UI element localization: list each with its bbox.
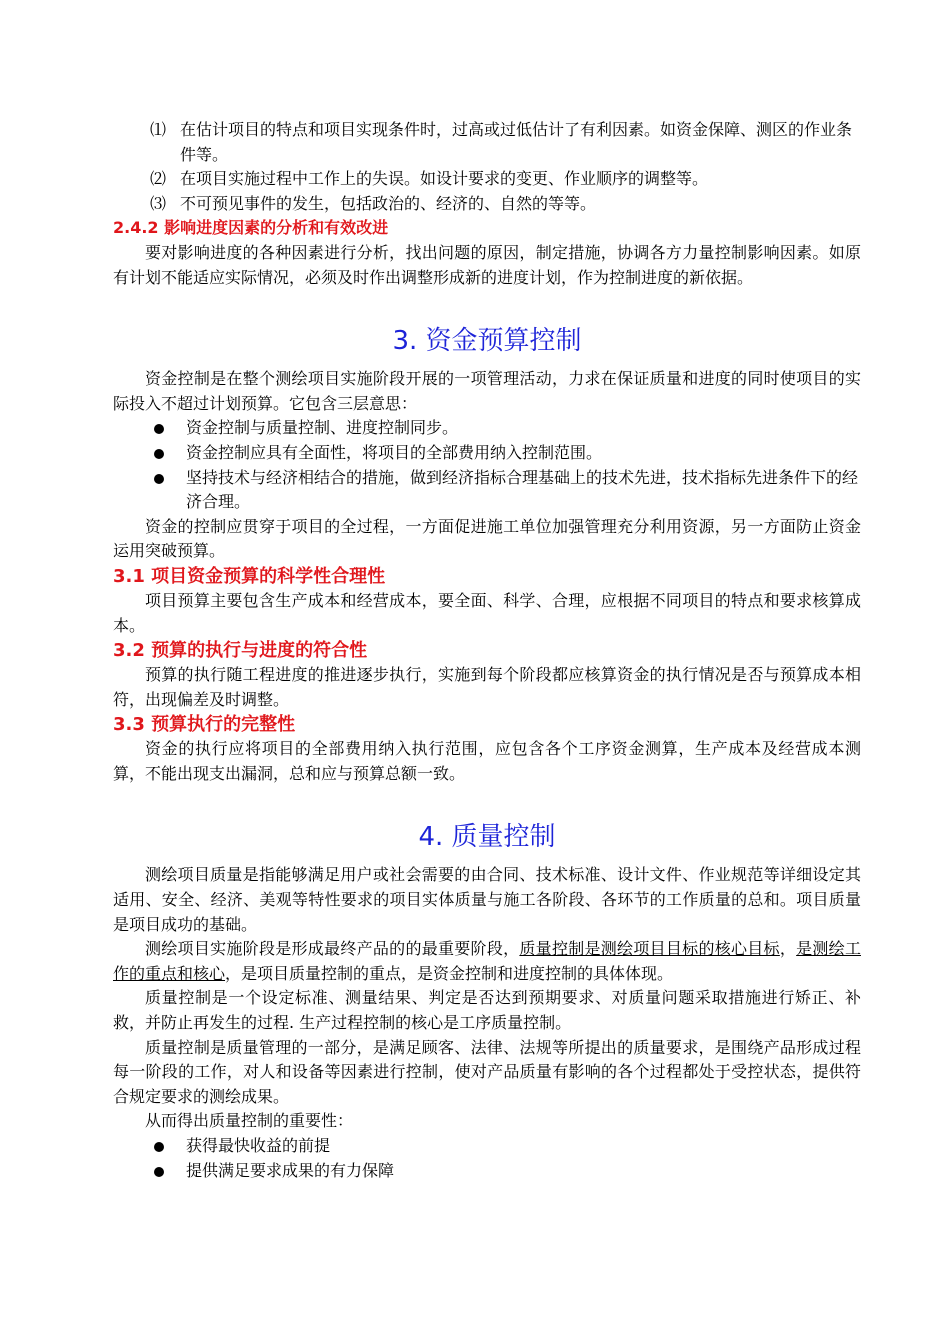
bullet-item: 坚持技术与经济相结合的措施，做到经济指标合理基础上的技术先进，技术指标先进条件下的经济合理。 (150, 466, 861, 515)
bullet-dot-icon (154, 1167, 164, 1177)
numbered-item-2 (150, 167, 861, 192)
subsection-heading-3-3: 3.3 预算执行的完整性 (113, 714, 296, 736)
paragraph: 资金的控制应贯穿于项目的全过程，一方面促进施工单位加强管理充分利用资源，另一方面防止资金运用突破预算。 (113, 516, 861, 561)
document-page (113, 118, 861, 1183)
paragraph: 资金的执行应将项目的全部费用纳入执行范围，应包含各个工序资金测算，生产成本及经营成本测算，不能出现支出漏洞，总和应与预算总额一致。 (113, 739, 861, 783)
underlined-text: 质量控制是测绘项目目标的核心目标 (519, 939, 780, 959)
bullet-item: 资金控制与质量控制、进度控制同步。 (150, 416, 861, 441)
item-text: 在项目实施过程中工作上的失误。如设计要求的变更、作业顺序的调整等。 (180, 169, 709, 189)
paragraph: 质量控制是质量管理的一部分，是满足顾客、法律、法规等所提出的质量要求，是围绕产品形成过程每一阶段的工作，对人和设备等因素进行控制，使对产品质量有影响的各个过程都处于受控状态，提供符合规定要求的测绘成果。 (113, 1037, 861, 1106)
section-heading-4: 4. 质量控制 (418, 822, 556, 853)
paragraph: 资金控制是在整个测绘项目实施阶段开展的一项管理活动，力求在保证质量和进度的同时使项目的实际投入不超过计划预算。它包含三层意思： (113, 369, 861, 413)
bullet-item: 获得最快收益的前提 (150, 1134, 861, 1159)
paragraph: 要对影响进度的各种因素进行分析，找出问题的原因，制定措施，协调各方力量控制影响因素。如原有计划不能适应实际情况，必须及时作出调整形成新的进度计划，作为控制进度的新依据。 (113, 242, 861, 287)
paragraph-with-underline: 测绘项目实施阶段是形成最终产品的的最重要阶段，质量控制是测绘项目目标的核心目标，是测绘工作的重点和核心，是项目质量控制的重点，是资金控制和进度控制的具体体现。 (113, 939, 861, 983)
subsection-heading-3-1: 3.1 项目资金预算的科学性合理性 (113, 565, 386, 587)
paragraph: 项目预算主要包含生产成本和经营成本，要全面、科学、合理，应根据不同项目的特点和要求核算成本。 (113, 590, 861, 635)
item-text: 在估计项目的特点和项目实现条件时，过高或过低估计了有利因素。如资金保障、测区的作业条件等。 (180, 120, 853, 164)
paragraph: 测绘项目质量是指能够满足用户或社会需要的由合同、技术标准、设计文件、作业规范等详细设定其适用、安全、经济、美观等特性要求的项目实体质量与施工各阶段、各环节的工作质量的总和。项目质量是项目成功的基础。 (113, 865, 861, 934)
underlined-text: 是测绘工作的重点和核心 (113, 939, 861, 983)
item-marker: ⑵ (150, 169, 167, 189)
numbered-item-3 (150, 192, 861, 217)
subsection-heading-3-2: 3.2 预算的执行与进度的符合性 (113, 640, 368, 662)
numbered-item-1 (150, 118, 861, 167)
bullet-dot-icon (154, 1142, 164, 1152)
section-heading-3: 3. 资金预算控制 (392, 326, 582, 357)
bullet-dot-icon (154, 449, 164, 459)
subsection-heading-2-4-2: 2.4.2 影响进度因素的分析和有效改进 (113, 218, 389, 238)
bullet-item: 资金控制应具有全面性，将项目的全部费用纳入控制范围。 (150, 441, 861, 466)
item-marker: ⑴ (150, 120, 167, 139)
bullet-dot-icon (154, 424, 164, 434)
paragraph: 从而得出质量控制的重要性： (145, 1111, 354, 1131)
item-marker: ⑶ (150, 193, 167, 213)
paragraph: 预算的执行随工程进度的推进逐步执行，实施到每个阶段都应核算资金的执行情况是否与预算成本相符，出现偏差及时调整。 (113, 665, 861, 709)
paragraph: 质量控制是一个设定标准、测量结果、判定是否达到预期要求、对质量问题采取措施进行矫正、补救，并防止再发生的过程. 生产过程控制的核心是工序质量控制。 (113, 988, 861, 1033)
bullet-item: 提供满足要求成果的有力保障 (150, 1159, 861, 1184)
bullet-dot-icon (154, 474, 164, 484)
item-text: 不可预见事件的发生，包括政治的、经济的、自然的等等。 (180, 193, 597, 213)
